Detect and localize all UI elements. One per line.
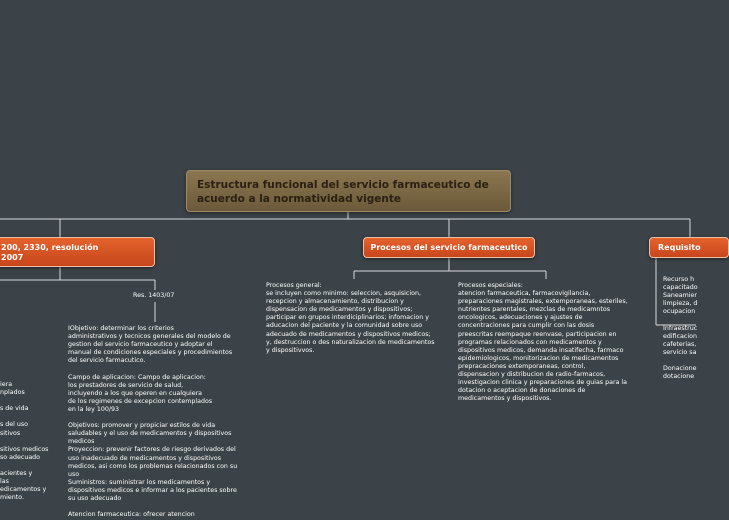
branch-requisitos[interactable] bbox=[649, 237, 729, 258]
branch-procesos-label: Procesos del servicio farmaceutico bbox=[370, 243, 528, 252]
topic-procesos-general[interactable]: Procesos general: se incluyen como minimo: seleccion, asquisicion, recepcion y almacenamiento, distribucion y dispensacion de medicamentos y dispositivos; participar en grupos interdiciplinarios; infomacion y aducacion del paciente y la comunidad sobre uso adecuado de medicamentos y dispositivos medicos; y, destruccion o des naturalizacion de medicamentos y dispositivvos. bbox=[266, 282, 435, 354]
topic-procesos-especiales[interactable]: Procesos especiales: atencion farmaceutica, farmacovigilancia, preparaciones magistrales, extemporaneas, esteriles, nutrientes parentales, mezclas de medicamntos oncologicos, adecuaciones y ajustes de concentraciones para cumplir con las dosis preescritas reempaque reenvase, participacion en programas relacionados con medicamentos y dispositivos medicos, demanda insatifecha, farmaco epidemiologicos, monitorizacion de medicamentos prepracaciones extemporaneas, control, dispensacion y distribucion de radio-farmacos, investigacion clinica y preparaciones de guias para la dotacion o aceptacion de donaciones de medicamentos y dispositivos. bbox=[458, 282, 628, 403]
topic-right-partial-text[interactable]: Recurso h capacitado Saneamier limpieza, d ocupacion Infraestruc edificacion cafeterias, servicio sa Donacione dotacione bbox=[663, 276, 698, 381]
branch-procesos[interactable] bbox=[363, 237, 535, 258]
topic-res-1403-description[interactable]: IObjetivo: determinar los criterios administrativos y tecnicos generales del modelo de gestion del servicio farmaceutico y adoptar el manual de condiciones especiales y procedimientos del servicio farmacutico. Campo de aplicacion: Campo de aplicacion: los prestadores de servicio de salud, incluyendo a los que operen en cualquiera de los regimenes de excepcion contemplados en la ley 100/93 Objetivos: promover y propiciar estilos de vida saludables y el uso de medicamentos y dispositivos medicos Proyeccion: prevenir factores de riesgo derivados del uso inadecuado de medicamentos y dispositivos medicos, asi como los problemas relacionados con su uso Suministros: suministrar los medicamentos y dispositivos medicos e informar a los pacientes sobre su uso adecuado Atencion farmaceutica: ofrecer atencion bbox=[68, 325, 238, 519]
branch-resoluciones-label: 200, 2330, resolución 2007 bbox=[1, 243, 99, 262]
central-topic-title: Estructura funcional del servicio farmaceutico de acuerdo a la normatividad vigente bbox=[197, 179, 489, 205]
topic-res-1403-label[interactable]: Res. 1403/07 bbox=[133, 292, 175, 299]
branch-requisitos-label: Requisito bbox=[658, 243, 701, 252]
central-topic[interactable] bbox=[186, 170, 511, 212]
branch-resoluciones[interactable] bbox=[0, 237, 155, 267]
topic-left-partial-text[interactable]: iera nplados s de vida s del uso sitivos sitivos medicos so adecuado acientes y las edicamentos y miento. bbox=[0, 381, 49, 502]
